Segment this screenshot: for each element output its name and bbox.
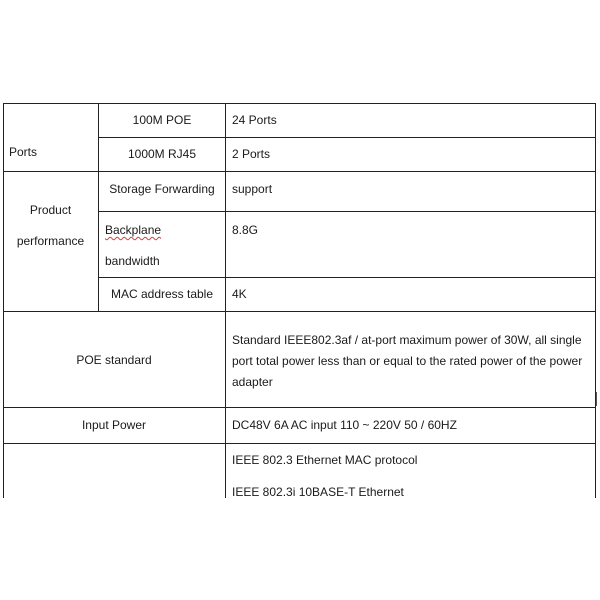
ports-row-value: 2 Ports: [232, 147, 271, 161]
row-divider: [98, 277, 596, 278]
poe-standard-value: Standard IEEE802.3af / at-port maximum power of 30W, all single port total power less than or equal to the rated power of the power adapter: [232, 333, 583, 389]
row-divider: [3, 311, 596, 312]
performance-row-value: 4K: [232, 287, 247, 301]
ports-row-name: 1000M RJ45: [127, 147, 197, 161]
performance-label-line2: performance: [16, 234, 85, 248]
performance-row-name: Storage Forwarding: [109, 182, 215, 196]
backplane-word: Backplane: [105, 223, 162, 237]
column-divider: [595, 104, 596, 498]
row-divider: [3, 171, 596, 172]
protocol-item: IEEE 802.3i 10BASE-T Ethernet: [232, 485, 404, 498]
poe-standard-label: POE standard: [76, 353, 152, 367]
ports-row-value: 24 Ports: [232, 113, 277, 127]
column-divider: [98, 104, 99, 311]
spec-table: [3, 103, 596, 498]
ports-row-name: 100M POE: [132, 113, 192, 127]
ports-label: Ports: [9, 145, 38, 159]
column-divider: [3, 104, 4, 498]
column-divider: [225, 104, 226, 498]
input-power-value: DC48V 6A AC input 110 ~ 220V 50 / 60HZ: [232, 418, 457, 432]
performance-row-value: 8.8G: [232, 223, 259, 237]
row-divider: [98, 137, 596, 138]
performance-label-line1: Product: [29, 203, 72, 217]
performance-row-name-line2: bandwidth: [105, 254, 160, 268]
protocol-item: IEEE 802.3 Ethernet MAC protocol: [232, 453, 418, 467]
performance-row-name-line1: [105, 223, 161, 237]
performance-row-name: MAC address table: [110, 287, 214, 301]
row-divider: [3, 443, 596, 444]
row-divider: [3, 407, 596, 408]
performance-row-value: support: [232, 182, 273, 196]
text-cursor-mark: [596, 392, 597, 406]
input-power-label: Input Power: [81, 418, 147, 432]
row-divider: [98, 211, 596, 212]
